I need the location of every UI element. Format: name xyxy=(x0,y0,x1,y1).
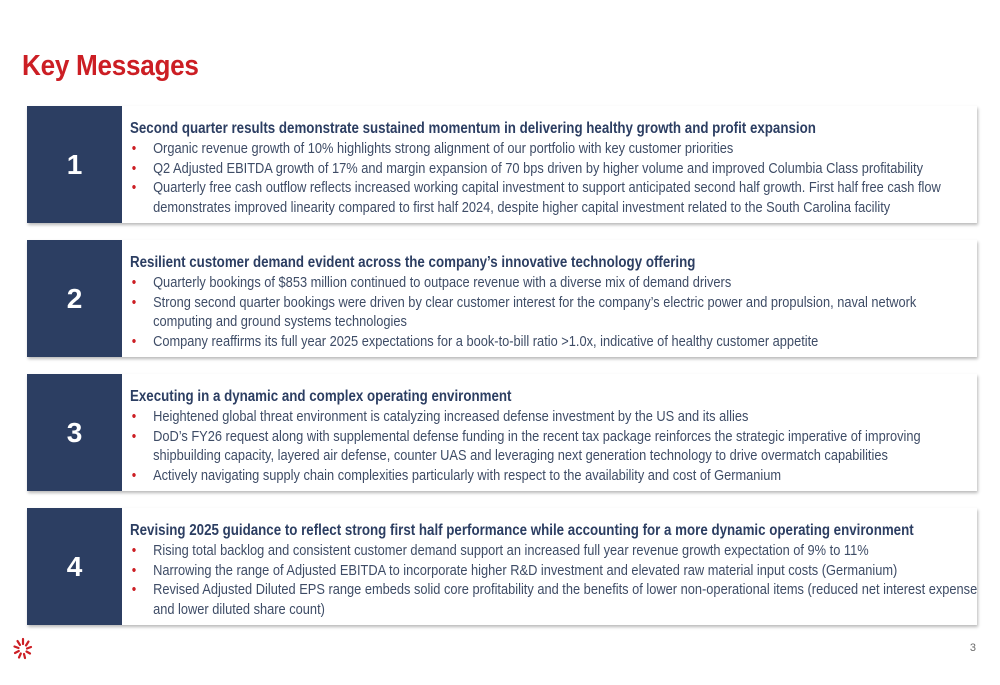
message-card-3 xyxy=(27,374,977,491)
bullet-dot-icon: • xyxy=(131,179,137,196)
bullet-item xyxy=(130,293,977,332)
bullet-item xyxy=(130,407,977,427)
bullet-text: Strong second quarter bookings were driven by clear customer interest for the company’s electric power and propulsion, naval network computing and ground systems technologies xyxy=(153,293,917,330)
message-number: 4 xyxy=(27,508,122,625)
bullet-text: Organic revenue growth of 10% highlights strong alignment of our portfolio with key customer priorities xyxy=(153,140,734,157)
bullet-text: Rising total backlog and consistent customer demand support an increased full year revenue growth expectation of 9% to 11% xyxy=(153,542,869,559)
bullet-list xyxy=(130,139,977,217)
bullet-text: Heightened global threat environment is catalyzing increased defense investment by the US and its allies xyxy=(153,408,749,425)
bullet-list xyxy=(130,407,977,485)
bullet-dot-icon: • xyxy=(131,542,137,559)
bullet-dot-icon: • xyxy=(131,466,137,484)
message-body xyxy=(122,106,977,223)
bullet-dot-icon: • xyxy=(131,293,137,311)
bullet-item xyxy=(130,580,977,619)
bullet-list xyxy=(130,273,977,351)
message-heading: Revising 2025 guidance to reflect strong first half performance while accounting for a more dynamic operating environment xyxy=(130,522,914,539)
bullet-item xyxy=(130,466,977,486)
message-heading: Executing in a dynamic and complex operating environment xyxy=(130,388,512,405)
message-heading: Second quarter results demonstrate sustained momentum in delivering healthy growth and profit expansion xyxy=(130,120,816,137)
bullet-text: Q2 Adjusted EBITDA growth of 17% and margin expansion of 70 bps driven by higher volume and improved Columbia Class profitability xyxy=(153,159,923,177)
message-number: 2 xyxy=(27,240,122,357)
bullet-item xyxy=(130,541,977,561)
bullet-dot-icon: • xyxy=(131,427,137,445)
message-card-1 xyxy=(27,106,977,223)
bullet-text: DoD’s FY26 request along with supplemental defense funding in the recent tax package reinforces the strategic imperative of improving shipbuilding capacity, layered air defense, counter UAS and leveraging next generation technology to drive overmatch capabilities xyxy=(153,427,921,464)
message-card-4 xyxy=(27,508,977,625)
bullet-text: Company reaffirms its full year 2025 expectations for a book-to-bill ratio >1.0x, indicative of healthy customer appetite xyxy=(153,332,819,350)
message-body xyxy=(122,508,977,625)
bullet-dot-icon: • xyxy=(131,159,137,177)
bullet-dot-icon: • xyxy=(131,140,137,157)
message-body xyxy=(122,240,977,357)
bullet-item xyxy=(130,332,977,352)
bullet-item xyxy=(130,159,977,179)
bullet-dot-icon: • xyxy=(131,408,137,425)
bullet-text: Quarterly free cash outflow reflects increased working capital investment to support anticipated second half growth. First half free cash flow demonstrates improved linearity compared to first half 2024, despite higher capital investment related to the South Carolina facility xyxy=(153,179,941,216)
bullet-item xyxy=(130,427,977,466)
bullet-dot-icon: • xyxy=(131,332,137,350)
bullet-dot-icon: • xyxy=(131,581,137,598)
bullet-dot-icon: • xyxy=(131,274,137,291)
message-heading: Resilient customer demand evident across the company’s innovative technology offering xyxy=(130,254,696,271)
bullet-list xyxy=(130,541,977,619)
company-logo-icon xyxy=(12,636,34,664)
message-number: 1 xyxy=(27,106,122,223)
bullet-dot-icon: • xyxy=(131,561,137,579)
bullet-item xyxy=(130,561,977,581)
bullet-item xyxy=(130,139,977,159)
message-card-2 xyxy=(27,240,977,357)
message-number: 3 xyxy=(27,374,122,491)
bullet-item xyxy=(130,273,977,293)
page-title: Key Messages xyxy=(22,50,199,82)
bullet-text: Narrowing the range of Adjusted EBITDA to incorporate higher R&D investment and elevated raw material input costs (Germanium) xyxy=(153,561,898,579)
bullet-item xyxy=(130,178,977,217)
page-number: 3 xyxy=(969,642,976,654)
bullet-text: Revised Adjusted Diluted EPS range embeds solid core profitability and the benefits of lower non-operational items (reduced net interest expense and lower diluted share count) xyxy=(153,581,977,618)
bullet-text: Actively navigating supply chain complexities particularly with respect to the availability and cost of Germanium xyxy=(153,466,782,484)
message-body xyxy=(122,374,977,491)
bullet-text: Quarterly bookings of $853 million continued to outpace revenue with a diverse mix of demand drivers xyxy=(153,274,732,291)
